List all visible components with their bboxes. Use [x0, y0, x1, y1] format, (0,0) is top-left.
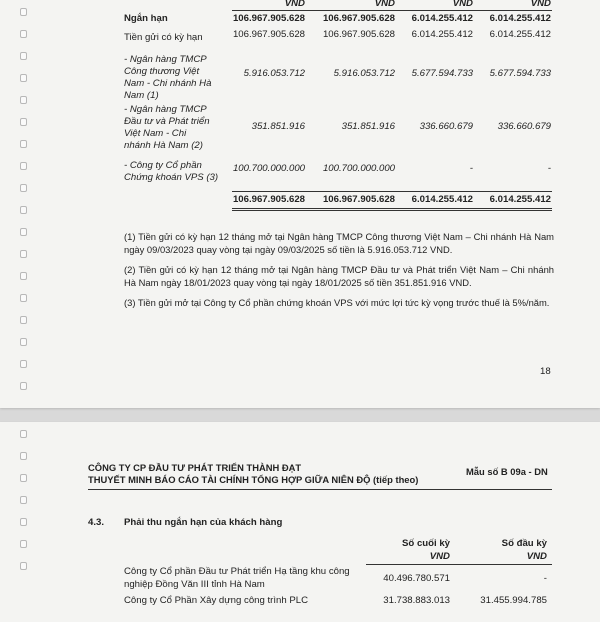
bank-row-label: Nam - Chi nhánh Hà — [124, 78, 212, 89]
unit-header: VND — [429, 551, 450, 562]
bank-row-label: Nam (1) — [124, 90, 159, 101]
bank-row-value: 5.677.594.733 — [411, 68, 473, 79]
header-rule — [88, 489, 552, 490]
term-deposit-value: 106.967.905.628 — [232, 29, 305, 40]
footnote: (3) Tiền gửi mở tại Công ty Cổ phần chứng khoán VPS với mức lợi tức kỳ vọng trước thuế là 5%/năm. — [124, 297, 550, 308]
footnote: (1) Tiền gửi có kỳ hạn 12 tháng mở tại Ngân hàng TMCP Công thương Việt Nam – Chi nhánh Hà Nam ngày 09/03/2023 quay vòng tại ngày 09/03/2025 số tiền là 5.916.053.712 VND. — [124, 231, 554, 255]
total-value: 106.967.905.628 — [232, 194, 305, 205]
customer-label: nghiệp Đồng Văn III tỉnh Hà Nam — [124, 579, 265, 590]
total-rule-bottom — [232, 208, 552, 209]
unit-header: VND — [284, 0, 305, 9]
total-value: 6.014.255.412 — [411, 194, 473, 205]
unit-header: VND — [374, 0, 395, 9]
bank-row-label: nhánh Hà Nam (2) — [124, 140, 203, 151]
section-title: Phải thu ngắn hạn của khách hàng — [124, 517, 283, 528]
customer-label: Công ty Cổ Phần Xây dựng công trình PLC — [124, 595, 309, 606]
bank-row-label: - Ngân hàng TMCP — [124, 104, 207, 115]
bank-row-value: 5.677.594.733 — [489, 68, 551, 79]
term-deposit-value: 6.014.255.412 — [411, 29, 473, 40]
header-rule — [366, 564, 552, 565]
bank-row-label: - Ngân hàng TMCP — [124, 54, 207, 65]
term-deposit-value: 106.967.905.628 — [322, 29, 395, 40]
footnote: (2) Tiền gửi có kỳ hạn 12 tháng mở tại Ngân hàng TMCP Đầu tư và Phát triển Việt Nam – Chi nhánh Hà Nam ngày 18/01/2023 quay vòng tại ngày 18/01/2025 số tiền 351.851.916 VND. — [124, 264, 554, 288]
short-term-value: 106.967.905.628 — [232, 13, 305, 24]
bank-row-value: 351.851.916 — [341, 121, 395, 132]
total-rule-top — [232, 191, 552, 192]
bank-row-label: - Công ty Cổ phần — [124, 160, 202, 171]
header-rule — [232, 10, 552, 11]
column-header-end: Số cuối kỳ — [402, 538, 450, 549]
customer-label: Công ty Cổ phần Đầu tư Phát triển Hạ tầng khu công — [124, 566, 350, 577]
bank-row-label: Chứng khoán VPS (3) — [124, 172, 219, 183]
total-rule-bottom — [232, 210, 552, 211]
bank-row-value: 351.851.916 — [251, 121, 305, 132]
short-term-value: 106.967.905.628 — [322, 13, 395, 24]
company-name: CÔNG TY CP ĐẦU TƯ PHÁT TRIỂN THÀNH ĐẠT — [88, 462, 302, 473]
bank-row-value: - — [547, 163, 551, 174]
unit-header: VND — [452, 0, 473, 9]
unit-header: VND — [526, 551, 547, 562]
page-number: 18 — [540, 366, 551, 377]
bank-row-value: 5.916.053.712 — [243, 68, 305, 79]
total-value: 6.014.255.412 — [489, 194, 551, 205]
bank-row-value: 336.660.679 — [419, 121, 473, 132]
form-number: Mẫu số B 09a - DN — [466, 466, 548, 477]
bank-row-value: 5.916.053.712 — [333, 68, 395, 79]
short-term-value: 6.014.255.412 — [411, 13, 473, 24]
total-value: 106.967.905.628 — [322, 194, 395, 205]
bank-row-label: Công thương Việt — [124, 66, 200, 77]
customer-value: - — [543, 573, 547, 584]
short-term-label: Ngắn hạn — [124, 13, 168, 24]
customer-value: 31.455.994.785 — [480, 595, 547, 606]
column-header-begin: Số đầu kỳ — [501, 538, 547, 549]
report-title: THUYẾT MINH BÁO CÁO TÀI CHÍNH TỔNG HỢP GIỮA NIÊN ĐỘ (tiếp theo) — [88, 474, 419, 485]
document-page-19 — [0, 422, 600, 622]
unit-header: VND — [530, 0, 551, 9]
bank-row-value: 100.700.000.000 — [232, 163, 305, 174]
customer-value: 31.738.883.013 — [383, 595, 450, 606]
bank-row-value: - — [469, 163, 473, 174]
bank-row-label: Việt Nam - Chi — [124, 128, 187, 139]
term-deposit-value: 6.014.255.412 — [489, 29, 551, 40]
section-number: 4.3. — [88, 517, 105, 528]
bank-row-label: Đầu tư và Phát triển — [124, 116, 210, 127]
term-deposit-label: Tiền gửi có kỳ hạn — [124, 32, 203, 43]
short-term-value: 6.014.255.412 — [489, 13, 551, 24]
bank-row-value: 100.700.000.000 — [322, 163, 395, 174]
bank-row-value: 336.660.679 — [497, 121, 551, 132]
customer-value: 40.496.780.571 — [383, 573, 450, 584]
